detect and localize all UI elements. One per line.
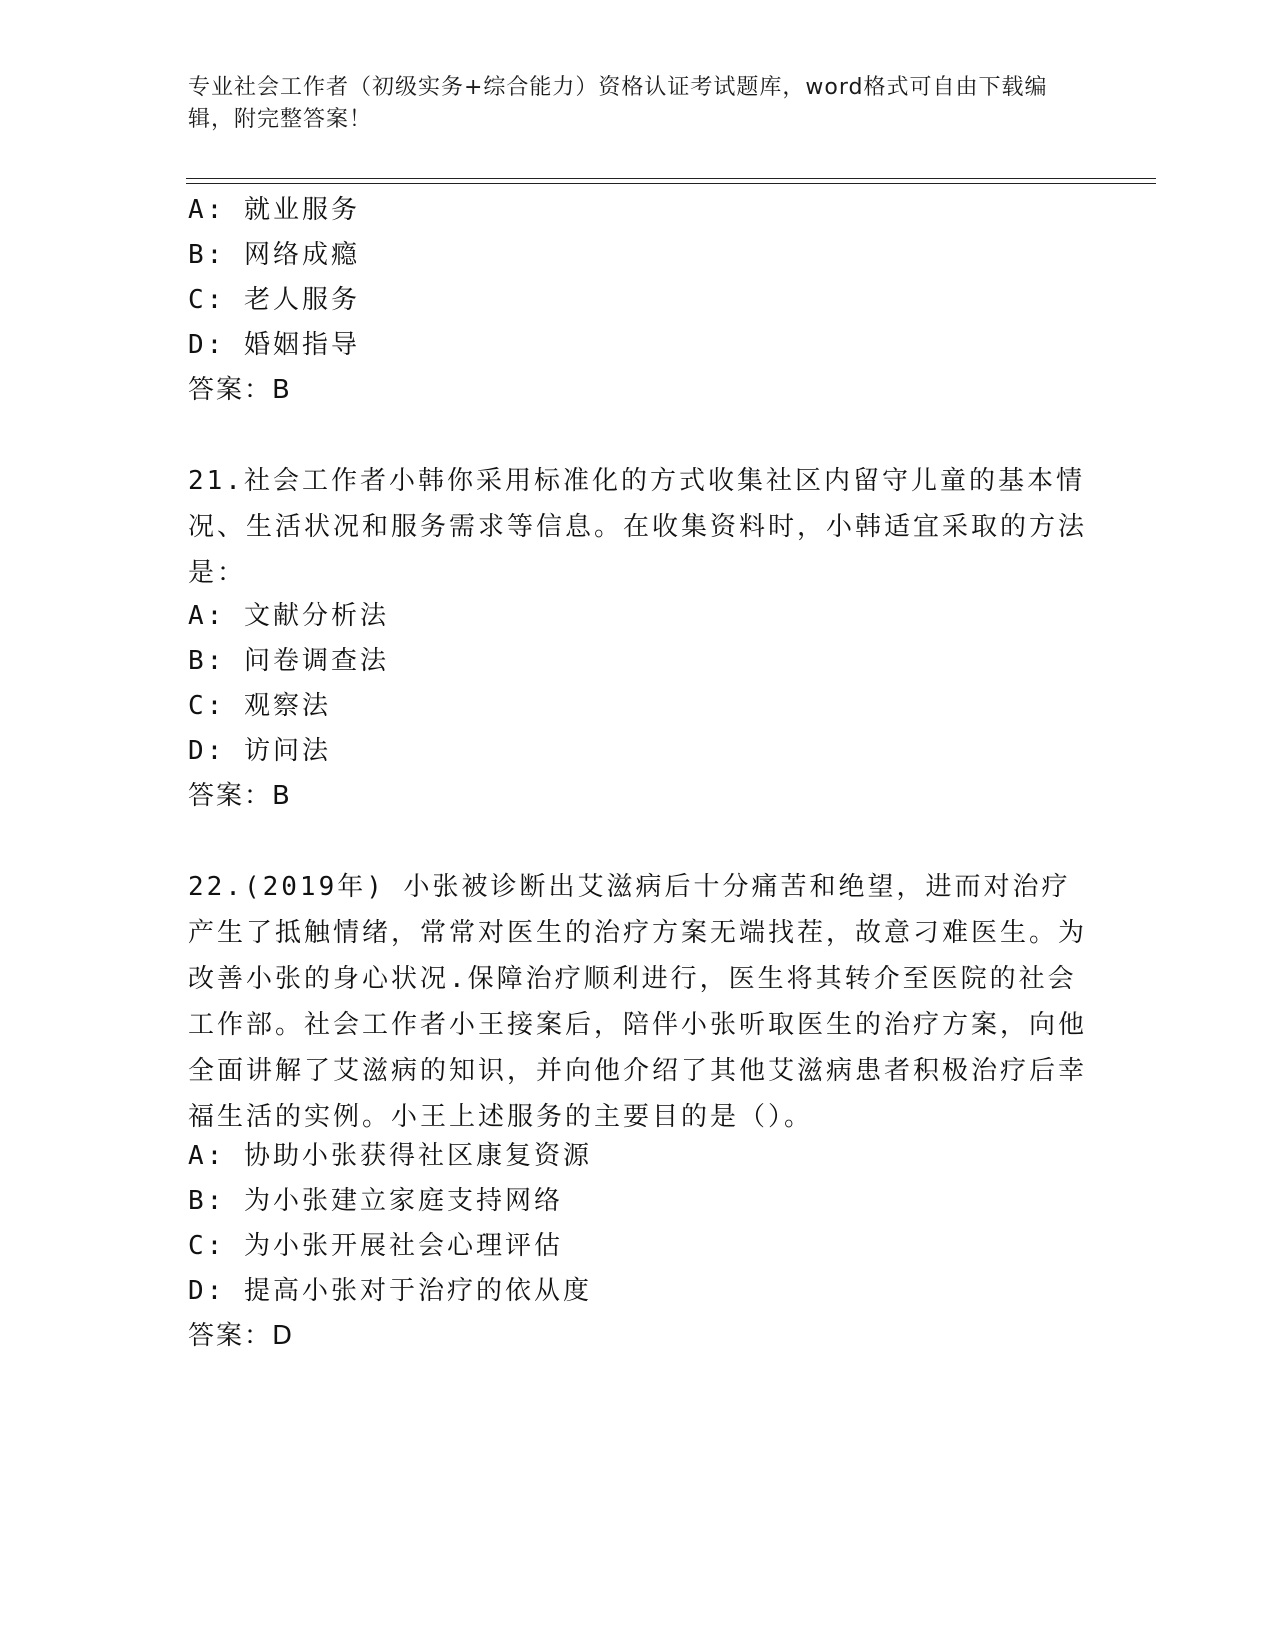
q20-option-b: B: 网络成瘾 <box>188 240 360 270</box>
document-header: 专业社会工作者（初级实务+综合能力）资格认证考试题库，word格式可自由下载编辑，附完整答案！ <box>188 75 1048 132</box>
q21-stem: 21.社会工作者小韩你采用标准化的方式收集社区内留守儿童的基本情况、生活状况和服务需求等信息。在收集资料时，小韩适宜采取的方法是： <box>188 466 1088 588</box>
q22-stem: 22.(2019年) 小张被诊断出艾滋病后十分痛苦和绝望，进而对治疗产生了抵触情绪，常常对医生的治疗方案无端找茬，故意刁难医生。为改善小张的身心状况.保障治疗顺利进行，医生将其转介至医院的社会工作部。社会工作者小王接案后，陪伴小张听取医生的治疗方案，向他全面讲解了艾滋病的知识，并向他介绍了其他艾滋病患者积极治疗后幸福生活的实例。小王上述服务的主要目的是（）。 <box>188 872 1088 1132</box>
q21-option-d: D: 访问法 <box>188 736 331 766</box>
q20-answer: 答案：B <box>188 375 292 405</box>
q22-option-c: C: 为小张开展社会心理评估 <box>188 1231 563 1261</box>
q21-option-a: A: 文献分析法 <box>188 601 389 631</box>
q22-option-a: A: 协助小张获得社区康复资源 <box>188 1141 592 1171</box>
q20-option-a: A: 就业服务 <box>188 195 360 225</box>
q21-option-b: B: 问卷调查法 <box>188 646 389 676</box>
q20-option-c: C: 老人服务 <box>188 285 360 315</box>
q22-option-d: D: 提高小张对于治疗的依从度 <box>188 1276 592 1306</box>
q21-option-c: C: 观察法 <box>188 691 331 721</box>
header-rule-bottom <box>186 183 1156 184</box>
q22-answer: 答案：D <box>188 1321 295 1351</box>
q21-answer: 答案：B <box>188 781 292 811</box>
q22-option-b: B: 为小张建立家庭支持网络 <box>188 1186 563 1216</box>
header-rule-top <box>186 178 1156 179</box>
q20-option-d: D: 婚姻指导 <box>188 330 360 360</box>
